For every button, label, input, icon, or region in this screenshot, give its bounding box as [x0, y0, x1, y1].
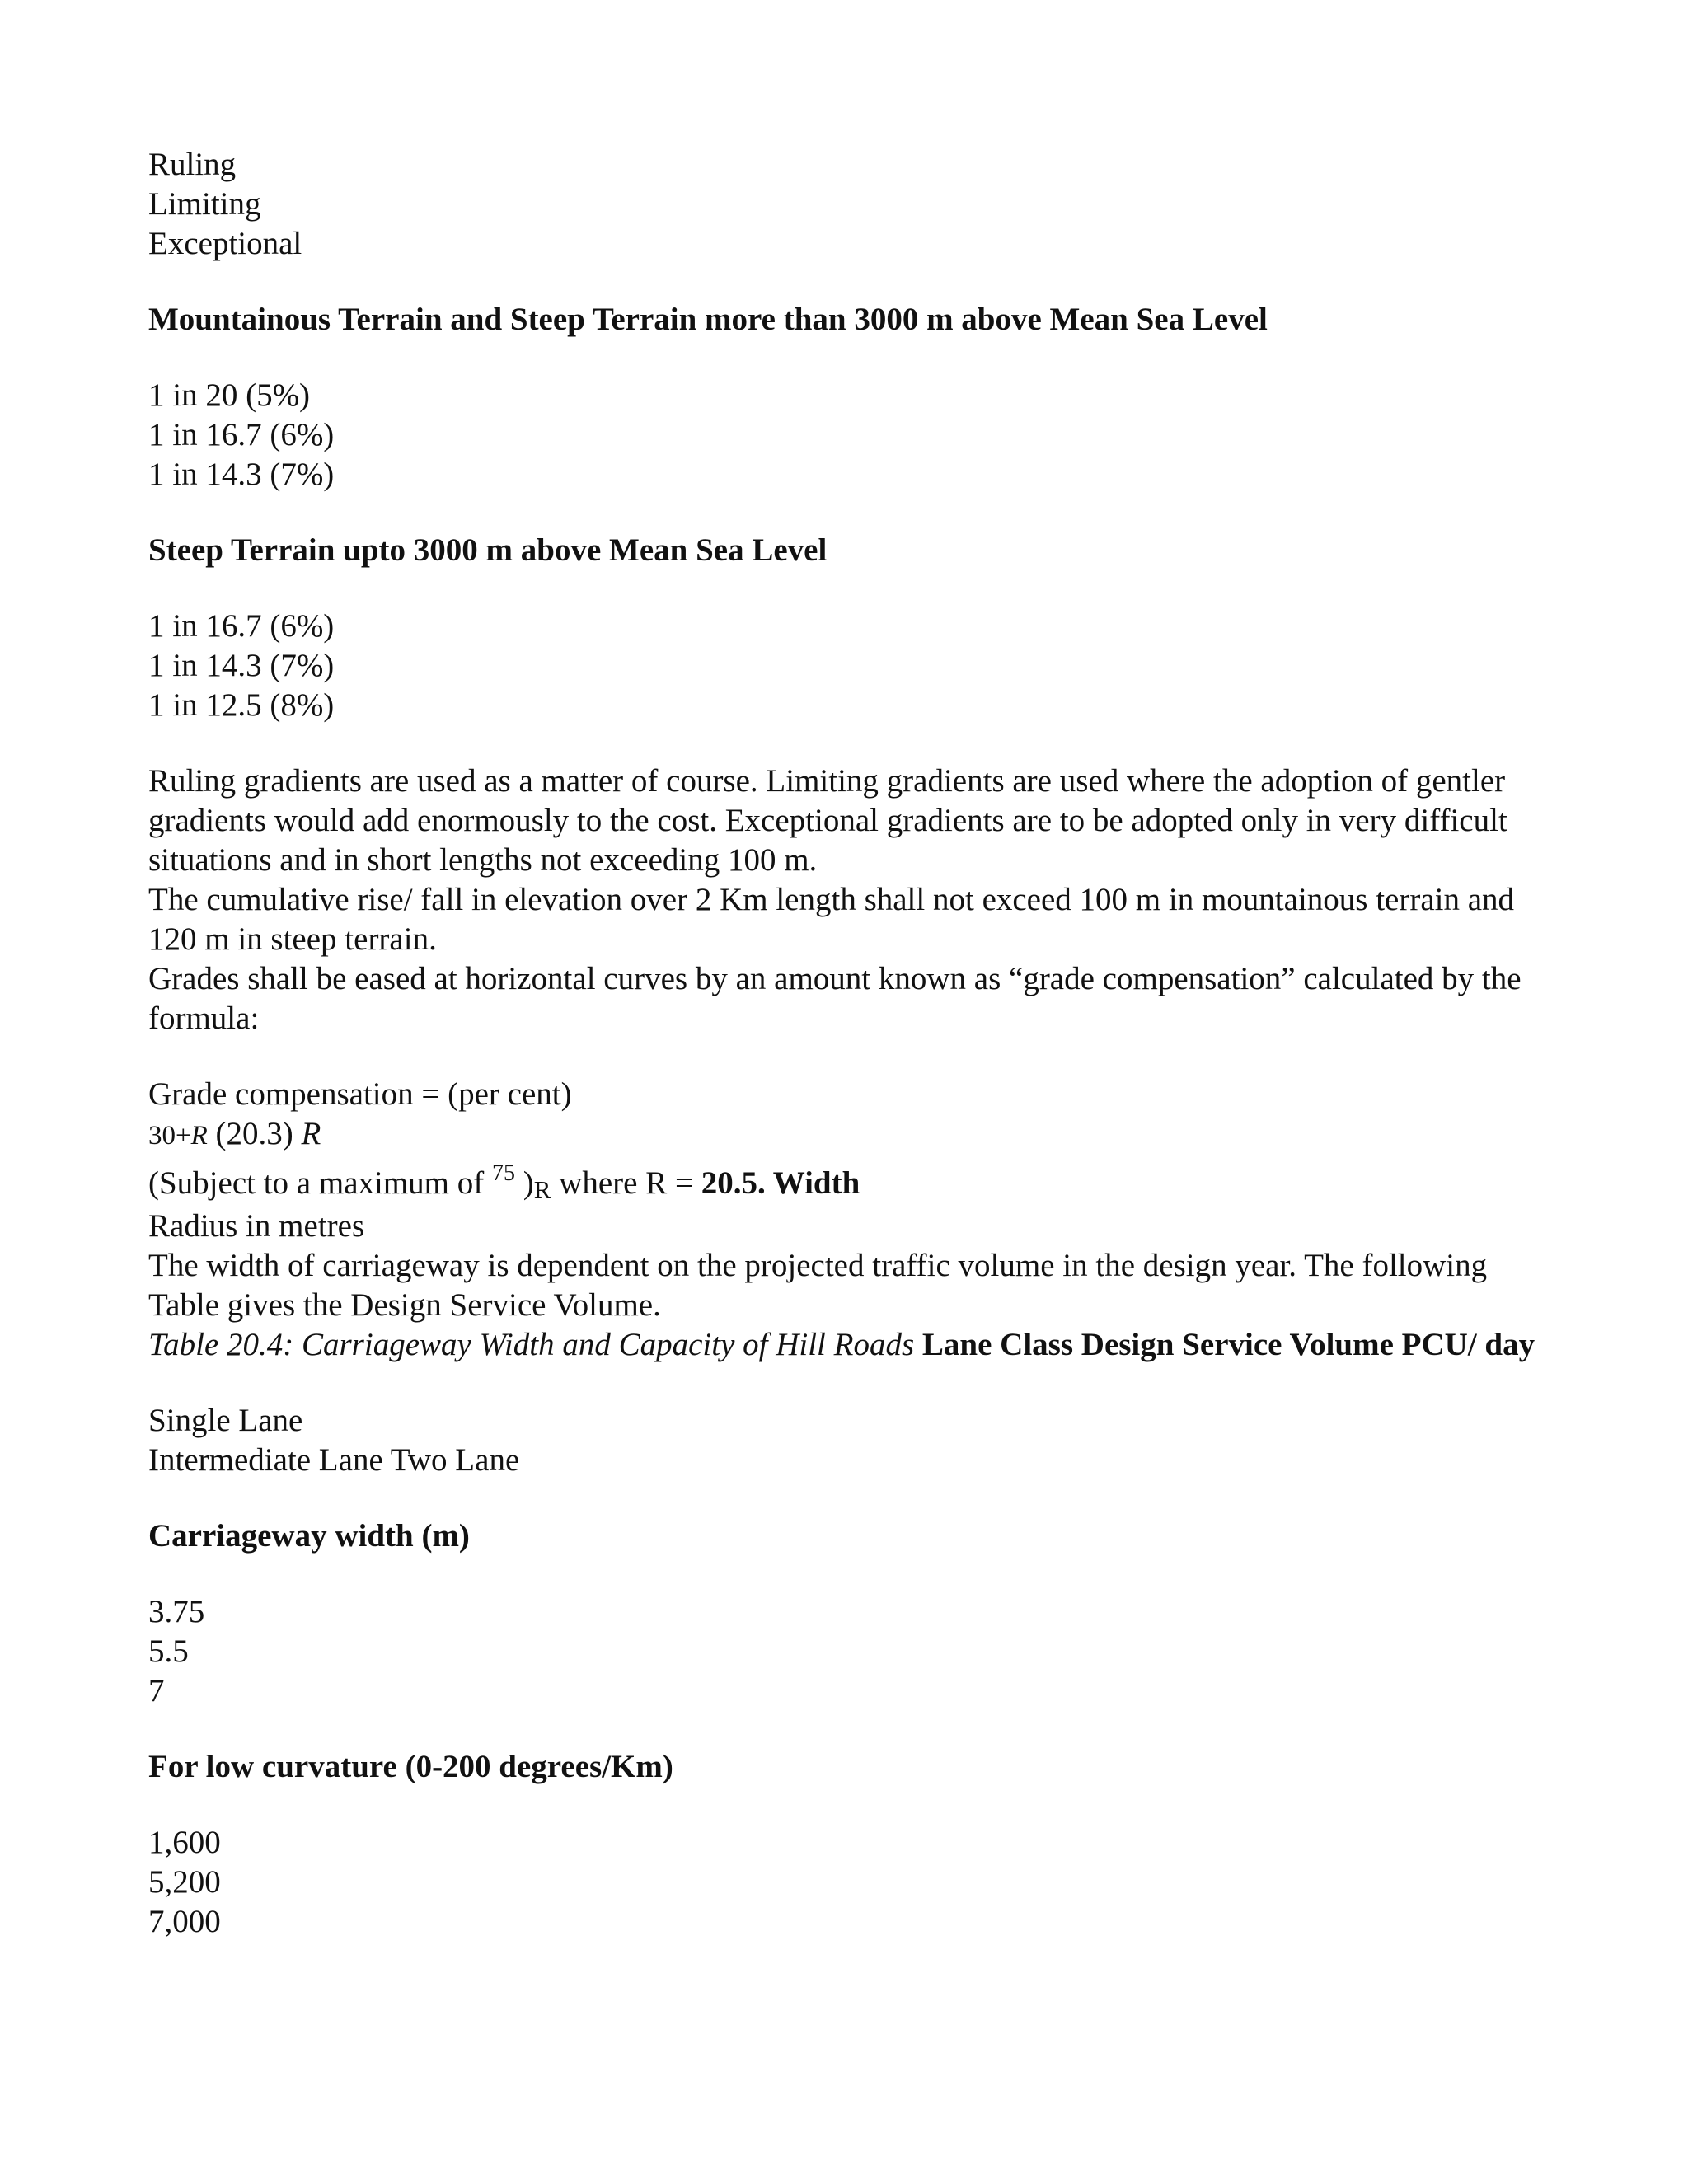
gradient-label-ruling: Ruling	[148, 147, 237, 182]
formula-line-3	[148, 1160, 1550, 1207]
steep-gradient-values	[148, 607, 1550, 725]
formula-30-plus: 30+	[148, 1121, 191, 1151]
mountainous-gradient-values	[148, 376, 1550, 494]
formula-line-2	[148, 1114, 1550, 1155]
mountainous-value-exceptional: 1 in 14.3 (7%)	[148, 457, 335, 492]
steep-value-ruling: 1 in 16.7 (6%)	[148, 608, 335, 644]
carriageway-width-heading: Carriageway width (m)	[148, 1518, 470, 1554]
formula-r-variable: R	[301, 1116, 321, 1151]
formula-maximum-text: (Subject to a maximum of	[148, 1165, 493, 1201]
lane-class-intermediate-two: Intermediate Lane Two Lane	[148, 1442, 520, 1478]
low-curvature-heading: For low curvature (0-200 degrees/Km)	[148, 1749, 673, 1784]
gradient-type-list	[148, 145, 1550, 264]
formula-maximum-75: 75	[492, 1160, 516, 1186]
formula-r-subscript: R	[533, 1175, 551, 1204]
low-curvature-single: 1,600	[148, 1825, 221, 1860]
low-curvature-two-lane: 7,000	[148, 1904, 221, 1939]
mountainous-value-ruling: 1 in 20 (5%)	[148, 377, 311, 413]
formula-coefficient: (20.3)	[207, 1116, 302, 1151]
carriageway-width-single: 3.75	[148, 1594, 205, 1629]
carriageway-width-two-lane: 7	[148, 1673, 165, 1708]
mountainous-value-limiting: 1 in 16.7 (6%)	[148, 417, 335, 452]
gradient-label-limiting: Limiting	[148, 186, 261, 222]
lane-class-single: Single Lane	[148, 1403, 303, 1438]
steep-terrain-heading: Steep Terrain upto 3000 m above Mean Sea Level	[148, 532, 828, 568]
formula-radius-note: Radius in metres	[148, 1208, 365, 1244]
table-caption	[148, 1325, 1550, 1365]
gradient-label-exceptional: Exceptional	[148, 226, 302, 261]
formula-line-1: Grade compensation = (per cent)	[148, 1076, 572, 1112]
formula-where-text: where R =	[551, 1165, 701, 1201]
section-width-heading: 20.5. Width	[701, 1165, 860, 1201]
formula-r-denominator: R	[190, 1121, 208, 1151]
carriageway-width-intermediate: 5.5	[148, 1633, 189, 1669]
low-curvature-values	[148, 1823, 1550, 1942]
grade-compensation-formula	[148, 1075, 1550, 1246]
carriageway-width-values	[148, 1592, 1550, 1711]
grade-compensation-paragraph: Grades shall be eased at horizontal curves by an amount known as “grade compensation” calculated by the formula:	[148, 961, 1522, 1036]
table-caption-title: Table 20.4: Carriageway Width and Capacity of Hill Roads	[148, 1327, 915, 1362]
formula-paren: )	[515, 1165, 534, 1201]
lane-class-list	[148, 1401, 1550, 1480]
gradient-usage-paragraph: Ruling gradients are used as a matter of course. Limiting gradients are used where the adoption of gentler gradients would add enormously to the cost. Exceptional gradients are to be adopted only in very difficult situations and in short lengths not exceeding 100 m.	[148, 763, 1507, 878]
table-caption-columns: Lane Class Design Service Volume PCU/ day	[921, 1327, 1536, 1362]
mountainous-terrain-heading: Mountainous Terrain and Steep Terrain more than 3000 m above Mean Sea Level	[148, 302, 1268, 337]
steep-value-exceptional: 1 in 12.5 (8%)	[148, 687, 335, 723]
carriageway-width-paragraph: The width of carriageway is dependent on the projected traffic volume in the design year. The following Table gives the Design Service Volume.	[148, 1248, 1488, 1323]
steep-value-limiting: 1 in 14.3 (7%)	[148, 648, 335, 683]
low-curvature-intermediate: 5,200	[148, 1864, 221, 1900]
cumulative-rise-paragraph: The cumulative rise/ fall in elevation over 2 Km length shall not exceed 100 m in mountainous terrain and 120 m in steep terrain.	[148, 882, 1515, 957]
document-page	[148, 145, 1550, 1942]
